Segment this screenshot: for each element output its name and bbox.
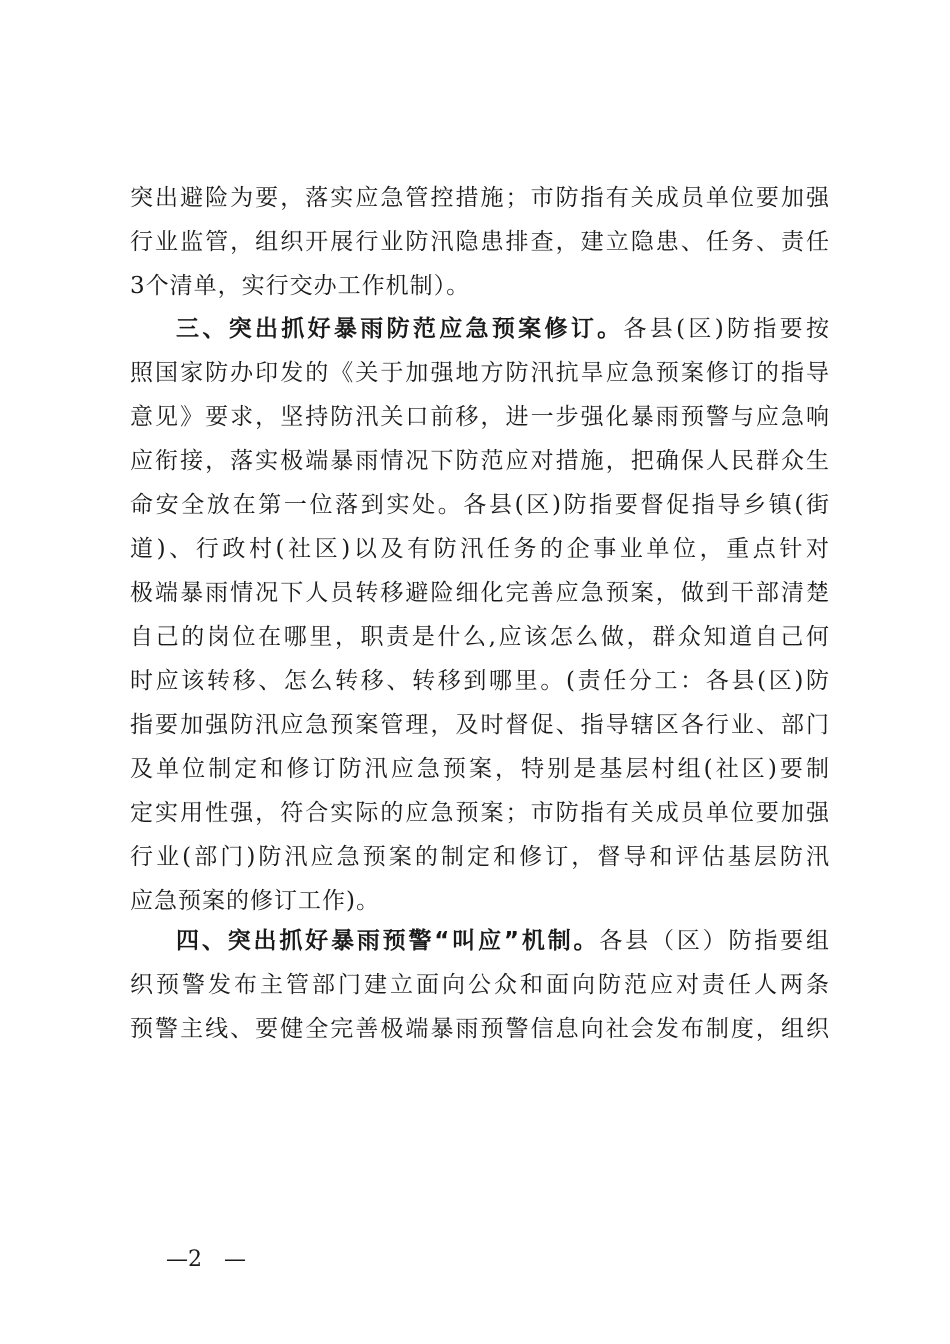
text-line: 行业(部门)防汛应急预案的制定和修订，督导和评估基层防汛 [130,844,830,870]
text-line: 照国家防办印发的《关于加强地方防汛抗旱应急预案修订的指导 [130,360,830,386]
text-line: 预警主线、要健全完善极端暴雨预警信息向社会发布制度，组织 [130,1016,830,1042]
text-line: 应急预案的修订工作)。 [130,888,380,914]
text-line: 突出避险为要，落实应急管控措施；市防指有关成员单位要加强 [130,185,830,211]
text-line: 极端暴雨情况下人员转移避险细化完善应急预案，做到干部清楚 [130,580,830,606]
text-line: 3个清单，实行交办工作机制）。 [130,273,471,299]
heading-line [130,919,830,963]
text-line: 命安全放在第一位落到实处。各县(区)防指要督促指导乡镇(街 [130,492,830,518]
section-heading-3: 三、突出抓好暴雨防范应急预案修订。 [176,316,624,342]
text-line: 应衔接，落实极端暴雨情况下防范应对措施，把确保人民群众生 [130,448,830,474]
page-number: —2 — [166,1247,246,1272]
section-heading-4: 四、突出抓好暴雨预警“叫应”机制。 [176,928,600,954]
heading-line-rest: 各县（区）防指要组 [599,928,831,954]
text-line: 及单位制定和修订防汛应急预案，特别是基层村组(社区)要制 [130,756,830,782]
paragraph-section-3 [130,307,830,923]
text-line: 时应该转移、怎么转移、转移到哪里。(责任分工：各县(区)防 [130,668,830,694]
heading-line-rest: 各县(区)防指要按 [623,316,831,342]
text-line: 定实用性强，符合实际的应急预案；市防指有关成员单位要加强 [130,800,830,826]
text-line: 自己的岗位在哪里，职责是什么,应该怎么做，群众知道自己何 [130,624,830,650]
paragraph-section-4 [130,919,830,1051]
paragraph-continuation [130,176,830,308]
text-line: 道)、行政村(社区)以及有防汛任务的企事业单位，重点针对 [130,536,830,562]
text-line: 意见》要求，坚持防汛关口前移，进一步强化暴雨预警与应急响 [130,404,830,430]
heading-line [130,307,830,351]
text-line: 织预警发布主管部门建立面向公众和面向防范应对责任人两条 [130,972,830,998]
text-line: 行业监管，组织开展行业防汛隐患排查，建立隐患、任务、责任 [130,229,830,255]
text-line: 指要加强防汛应急预案管理，及时督促、指导辖区各行业、部门 [130,712,830,738]
